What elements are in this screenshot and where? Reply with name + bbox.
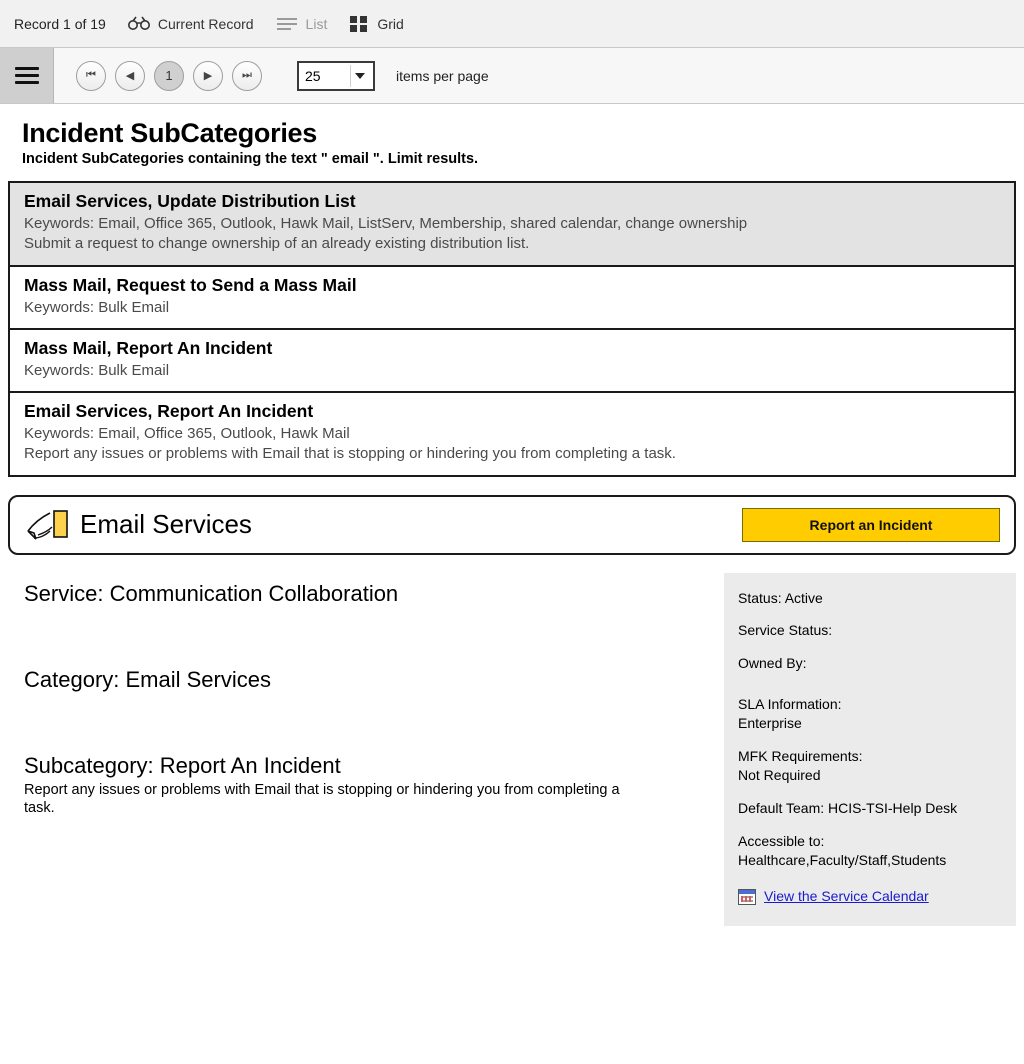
page-size-value: 25: [305, 67, 321, 84]
first-page-button[interactable]: ⏮: [76, 61, 106, 91]
service-title: Email Services: [80, 509, 252, 539]
list-item-title: Email Services, Update Distribution List: [24, 191, 356, 211]
list-icon: [276, 16, 298, 32]
accessible-to-value: Healthcare,Faculty/Staff,Students: [738, 851, 947, 868]
list-item-keywords: Keywords: Email, Office 365, Outlook, Hawk Mail: [24, 425, 350, 442]
list-item-description: Report any issues or problems with Email that is stopping or hindering you from completing a task.: [24, 445, 676, 463]
list-item-keywords: Keywords: Bulk Email: [24, 298, 170, 316]
service-status-field: Service Status:: [738, 622, 833, 639]
service-detail-sidebar: [724, 573, 1016, 927]
service-detail: [0, 555, 1024, 927]
grid-view-button[interactable]: [349, 15, 403, 33]
pager-controls: [54, 48, 1024, 103]
current-page-number[interactable]: 1: [154, 61, 184, 91]
sla-value: Enterprise: [738, 715, 802, 732]
list-item-keywords: Keywords: Bulk Email: [24, 361, 170, 379]
subcategory-description: Report any issues or problems with Email that is stopping or hindering you from completing a task.: [24, 781, 620, 817]
list-item[interactable]: [10, 393, 1014, 475]
subcategory-field: Subcategory: Report An Incident: [24, 752, 341, 778]
results-list: [8, 181, 1016, 477]
accessible-to-label: Accessible to:: [738, 832, 825, 849]
previous-page-button[interactable]: ◀: [115, 61, 145, 91]
page-size-divider: [350, 65, 351, 87]
page-subtitle: Incident SubCategories containing the text " email ". Limit results.: [22, 151, 479, 167]
owned-by-field: Owned By:: [738, 655, 807, 672]
page-size-select[interactable]: [297, 61, 375, 91]
grid-icon: [349, 15, 369, 33]
current-record-button[interactable]: [128, 16, 254, 32]
grid-label: Grid: [377, 15, 404, 32]
status-field: Status: Active: [738, 589, 823, 606]
list-item[interactable]: [10, 330, 1014, 393]
list-item-title: Mass Mail, Request to Send a Mass Mail: [24, 274, 357, 295]
list-item[interactable]: [10, 267, 1014, 330]
current-record-label: Current Record: [157, 15, 254, 32]
page-heading: [0, 104, 1024, 173]
next-page-button[interactable]: ▶: [193, 61, 223, 91]
record-counter: Record 1 of 19: [14, 15, 106, 32]
chevron-down-icon: [355, 73, 365, 79]
items-per-page-label: items per page: [396, 67, 489, 84]
list-item-keywords: Keywords: Email, Office 365, Outlook, Hawk Mail, ListServ, Membership, shared calendar, change ownership: [24, 215, 748, 232]
hamburger-lines: [15, 63, 39, 88]
list-item-title: Mass Mail, Report An Incident: [24, 337, 273, 358]
list-item[interactable]: [10, 183, 1014, 267]
page-title: Incident SubCategories: [22, 118, 317, 148]
sla-label: SLA Information:: [738, 696, 842, 713]
list-label: List: [305, 15, 328, 32]
signing-hand-icon: [24, 505, 72, 545]
list-view-button[interactable]: [276, 16, 328, 32]
default-team-field: Default Team: HCIS-TSI-Help Desk: [738, 799, 958, 816]
pager-toolbar: [0, 48, 1024, 104]
service-field: Service: Communication Collaboration: [24, 580, 399, 606]
service-calendar-link-row[interactable]: [738, 887, 1016, 906]
service-detail-main: [0, 573, 724, 927]
last-page-button[interactable]: ⏭: [232, 61, 262, 91]
sla-information: [738, 695, 1016, 733]
calendar-icon: [738, 889, 756, 905]
mfk-label: MFK Requirements:: [738, 747, 863, 764]
binoculars-icon: [128, 16, 150, 32]
service-header-card: [8, 495, 1016, 555]
report-an-incident-button[interactable]: Report an Incident: [742, 508, 1000, 542]
category-field: Category: Email Services: [24, 666, 271, 692]
view-service-calendar-link[interactable]: View the Service Calendar: [764, 888, 929, 905]
accessible-to: [738, 832, 1016, 870]
list-item-title: Email Services, Report An Incident: [24, 401, 314, 421]
hamburger-icon[interactable]: [0, 48, 54, 103]
mfk-requirements: [738, 747, 1016, 785]
record-toolbar: [0, 0, 1024, 48]
list-item-description: Submit a request to change ownership of an already existing distribution list.: [24, 235, 530, 253]
mfk-value: Not Required: [738, 766, 821, 783]
